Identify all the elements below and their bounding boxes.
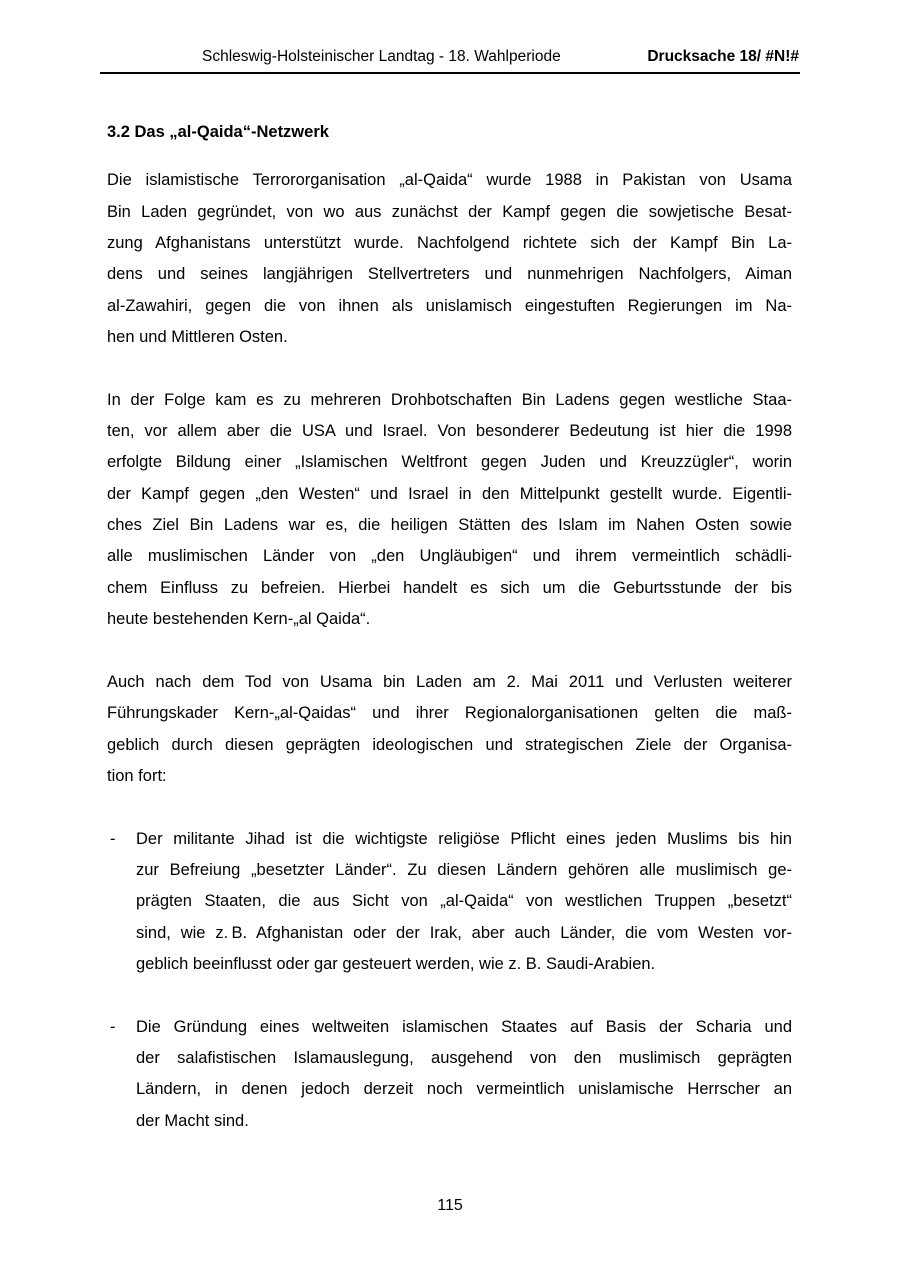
page-header bbox=[101, 47, 799, 66]
paragraph bbox=[107, 385, 792, 636]
text-line: zung Afghanistans unterstützt wurde. Nachfolgend richtete sich der Kampf Bin La- bbox=[107, 234, 792, 253]
page-footer bbox=[0, 1196, 900, 1215]
text-line: sind, wie z. B. Afghanistan oder der Irak, aber auch Länder, die vom Westen vor- bbox=[136, 923, 792, 942]
text-line: zur Befreiung „besetzter Länder“. Zu diesen Ländern gehören alle muslimisch ge- bbox=[136, 860, 792, 879]
text-line: tion fort: bbox=[107, 766, 167, 785]
paragraphs-container bbox=[107, 165, 792, 1137]
header-document-title: Schleswig-Holsteinischer Landtag - 18. Wahlperiode bbox=[202, 48, 561, 65]
text-line: der Macht sind. bbox=[136, 1111, 249, 1130]
text-line: Der militante Jihad ist die wichtigste religiöse Pflicht eines jeden Muslims bis hin bbox=[136, 829, 792, 848]
text-line: Ländern, in denen jedoch derzeit noch vermeintlich unislamische Herrscher an bbox=[136, 1080, 792, 1099]
text-line: ten, vor allem aber die USA und Israel. Von besonderer Bedeutung ist hier die 1998 bbox=[107, 422, 792, 441]
text-line: In der Folge kam es zu mehreren Drohbotschaften Bin Ladens gegen westliche Staa- bbox=[107, 390, 792, 409]
text-line: Die islamistische Terrororganisation „al-Qaida“ wurde 1988 in Pakistan von Usama bbox=[107, 171, 792, 190]
text-line: Die Gründung eines weltweiten islamischen Staates auf Basis der Scharia und bbox=[136, 1017, 792, 1036]
text-line: al-Zawahiri, gegen die von ihnen als unislamisch eingestuften Regierungen im Na- bbox=[107, 296, 792, 315]
text-line: prägten Staaten, die aus Sicht von „al-Qaida“ von westlichen Truppen „besetzt“ bbox=[136, 892, 792, 911]
text-line: der Kampf gegen „den Westen“ und Israel in den Mittelpunkt gestellt wurde. Eigentli- bbox=[107, 484, 792, 503]
text-line: geblich durch diesen geprägten ideologischen und strategischen Ziele der Organisa- bbox=[107, 735, 792, 754]
text-line: dens und seines langjährigen Stellvertreters und nunmehrigen Nachfolgers, Aiman bbox=[107, 265, 792, 284]
paragraph bbox=[107, 667, 792, 792]
text-line: der salafistischen Islamauslegung, ausgehend von den muslimisch geprägten bbox=[136, 1048, 792, 1067]
bullet-item bbox=[107, 1012, 792, 1137]
header-drucksache-number: Drucksache 18/ #N!# bbox=[647, 48, 799, 65]
text-line: Bin Laden gegründet, von wo aus zunächst der Kampf gegen die sowjetische Besat- bbox=[107, 202, 792, 221]
paragraph bbox=[107, 165, 792, 353]
document-body bbox=[0, 117, 900, 1137]
header-divider bbox=[100, 72, 800, 74]
bullet-item bbox=[107, 824, 792, 981]
section-heading: 3.2 Das „al-Qaida“-Netzwerk bbox=[107, 123, 329, 141]
text-line: ches Ziel Bin Ladens war es, die heiligen Stätten des Islam im Nahen Osten sowie bbox=[107, 516, 792, 535]
bullet-text bbox=[136, 824, 792, 981]
text-line: chem Einfluss zu befreien. Hierbei handelt es sich um die Geburtsstunde der bis bbox=[107, 578, 792, 597]
bullet-marker: - bbox=[110, 829, 116, 848]
text-line: Auch nach dem Tod von Usama bin Laden am 2. Mai 2011 und Verlusten weiterer bbox=[107, 672, 792, 691]
bullet-text bbox=[136, 1012, 792, 1137]
page-number: 115 bbox=[437, 1197, 463, 1214]
bullet-marker: - bbox=[110, 1017, 116, 1036]
text-line: erfolgte Bildung einer „Islamischen Weltfront gegen Juden und Kreuzzügler“, worin bbox=[107, 453, 792, 472]
text-line: heute bestehenden Kern-„al Qaida“. bbox=[107, 610, 371, 629]
text-line: geblich beeinflusst oder gar gesteuert werden, wie z. B. Saudi-Arabien. bbox=[136, 954, 656, 973]
text-line: alle muslimischen Länder von „den Ungläubigen“ und ihrem vermeintlich schädli- bbox=[107, 547, 792, 566]
text-line: hen und Mittleren Osten. bbox=[107, 328, 288, 347]
text-line: Führungskader Kern-„al-Qaidas“ und ihrer Regionalorganisationen gelten die maß- bbox=[107, 704, 792, 723]
